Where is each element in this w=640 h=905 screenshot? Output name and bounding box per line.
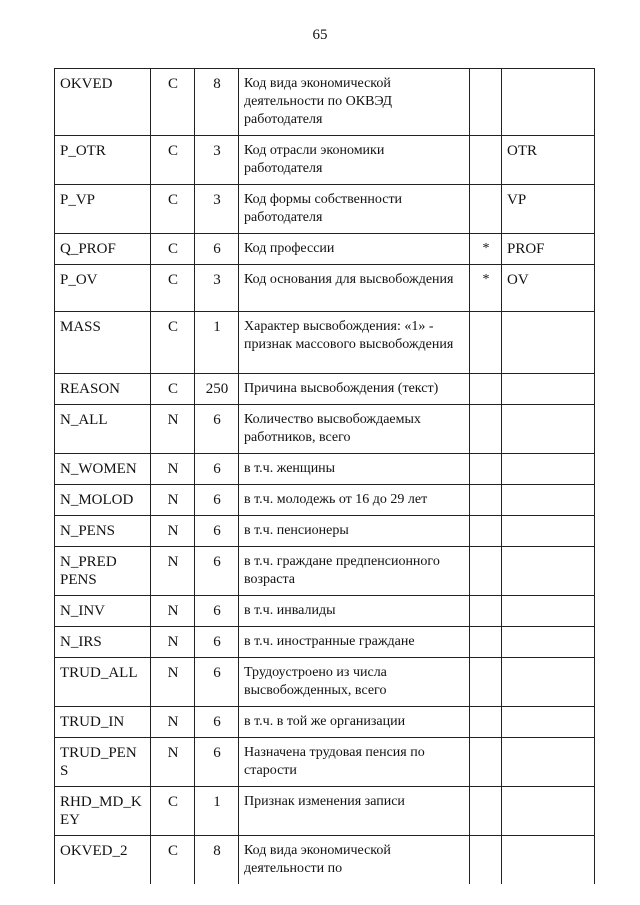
field-type-cell: C [151, 265, 195, 312]
field-length-cell: 3 [195, 136, 239, 185]
field-name-cell: TRUD_PEN S [55, 738, 151, 787]
field-required-cell [470, 454, 502, 485]
field-description-cell: Характер высвобождения: «1» - признак массового высвобождения [239, 312, 470, 374]
field-required-cell [470, 738, 502, 787]
field-description-cell: Код вида экономической деятельности по [239, 836, 470, 885]
table-row [55, 707, 595, 738]
field-reference-cell [502, 547, 595, 596]
field-description-cell: в т.ч. молодежь от 16 до 29 лет [239, 485, 470, 516]
field-type-cell: N [151, 738, 195, 787]
field-type-cell: N [151, 707, 195, 738]
field-description-cell: Трудоустроено из числа высвобожденных, всего [239, 658, 470, 707]
field-length-cell: 1 [195, 787, 239, 836]
table-row [55, 596, 595, 627]
field-description-cell: в т.ч. женщины [239, 454, 470, 485]
field-required-cell [470, 627, 502, 658]
field-required-cell [470, 836, 502, 885]
field-type-cell: C [151, 787, 195, 836]
field-required-cell: * [470, 234, 502, 265]
field-length-cell: 1 [195, 312, 239, 374]
field-description-cell: Причина высвобождения (текст) [239, 374, 470, 405]
field-length-cell: 6 [195, 454, 239, 485]
field-table [54, 68, 595, 884]
field-description-cell: в т.ч. пенсионеры [239, 516, 470, 547]
field-type-cell: N [151, 547, 195, 596]
field-description-cell: в т.ч. инвалиды [239, 596, 470, 627]
field-name-cell: OKVED [55, 69, 151, 136]
field-required-cell [470, 374, 502, 405]
field-name-cell: P_OTR [55, 136, 151, 185]
field-name-cell: TRUD_ALL [55, 658, 151, 707]
field-length-cell: 6 [195, 516, 239, 547]
field-reference-cell [502, 516, 595, 547]
field-length-cell: 6 [195, 234, 239, 265]
field-reference-cell: PROF [502, 234, 595, 265]
field-type-cell: C [151, 69, 195, 136]
field-type-cell: C [151, 136, 195, 185]
field-description-cell: Код формы собственности работодателя [239, 185, 470, 234]
field-reference-cell [502, 658, 595, 707]
field-length-cell: 6 [195, 405, 239, 454]
field-required-cell [470, 707, 502, 738]
table-row [55, 405, 595, 454]
field-name-cell: REASON [55, 374, 151, 405]
field-required-cell [470, 516, 502, 547]
table-row [55, 69, 595, 136]
field-reference-cell [502, 312, 595, 374]
field-reference-cell [502, 627, 595, 658]
field-reference-cell [502, 374, 595, 405]
field-reference-cell [502, 836, 595, 885]
field-reference-cell [502, 485, 595, 516]
field-length-cell: 6 [195, 658, 239, 707]
field-required-cell [470, 547, 502, 596]
field-required-cell [470, 312, 502, 374]
table-row [55, 265, 595, 312]
field-required-cell [470, 136, 502, 185]
field-type-cell: N [151, 405, 195, 454]
field-reference-cell [502, 596, 595, 627]
field-description-cell: Код вида экономической деятельности по ОКВЭД работодателя [239, 69, 470, 136]
table-row [55, 627, 595, 658]
field-reference-cell [502, 738, 595, 787]
field-name-cell: P_OV [55, 265, 151, 312]
field-reference-cell: VP [502, 185, 595, 234]
field-required-cell [470, 185, 502, 234]
field-length-cell: 6 [195, 707, 239, 738]
table-row [55, 454, 595, 485]
field-type-cell: N [151, 485, 195, 516]
field-length-cell: 3 [195, 265, 239, 312]
field-type-cell: N [151, 516, 195, 547]
field-type-cell: N [151, 658, 195, 707]
field-name-cell: N_PENS [55, 516, 151, 547]
field-description-cell: Код основания для высвобождения [239, 265, 470, 312]
field-required-cell [470, 485, 502, 516]
field-length-cell: 250 [195, 374, 239, 405]
field-length-cell: 6 [195, 738, 239, 787]
table-row [55, 658, 595, 707]
field-description-cell: в т.ч. граждане предпенсионного возраста [239, 547, 470, 596]
field-reference-cell [502, 787, 595, 836]
field-type-cell: C [151, 312, 195, 374]
field-reference-cell [502, 69, 595, 136]
field-type-cell: C [151, 374, 195, 405]
table-row [55, 136, 595, 185]
field-description-cell: Количество высвобождаемых работников, всего [239, 405, 470, 454]
field-name-cell: MASS [55, 312, 151, 374]
field-name-cell: N_INV [55, 596, 151, 627]
field-reference-cell: OV [502, 265, 595, 312]
field-description-cell: Код профессии [239, 234, 470, 265]
field-name-cell: N_IRS [55, 627, 151, 658]
field-name-cell: N_PRED PENS [55, 547, 151, 596]
field-description-cell: Код отрасли экономики работодателя [239, 136, 470, 185]
table-row [55, 312, 595, 374]
table-row [55, 485, 595, 516]
field-reference-cell [502, 454, 595, 485]
table-row [55, 234, 595, 265]
field-required-cell [470, 405, 502, 454]
field-description-cell: в т.ч. иностранные граждане [239, 627, 470, 658]
field-length-cell: 6 [195, 627, 239, 658]
field-description-cell: в т.ч. в той же организации [239, 707, 470, 738]
field-name-cell: N_ALL [55, 405, 151, 454]
field-length-cell: 6 [195, 485, 239, 516]
table-row [55, 516, 595, 547]
field-length-cell: 6 [195, 596, 239, 627]
field-length-cell: 8 [195, 836, 239, 885]
field-reference-cell [502, 707, 595, 738]
page-number: 65 [312, 27, 328, 43]
table-row [55, 738, 595, 787]
field-required-cell [470, 596, 502, 627]
field-description-cell: Назначена трудовая пенсия по старости [239, 738, 470, 787]
field-name-cell: OKVED_2 [55, 836, 151, 885]
field-length-cell: 6 [195, 547, 239, 596]
field-table-body [55, 69, 595, 885]
table-row [55, 547, 595, 596]
table-row [55, 185, 595, 234]
field-name-cell: N_MOLOD [55, 485, 151, 516]
field-reference-cell [502, 405, 595, 454]
table-row [55, 374, 595, 405]
table-row [55, 836, 595, 885]
field-length-cell: 8 [195, 69, 239, 136]
field-type-cell: N [151, 454, 195, 485]
field-required-cell [470, 69, 502, 136]
field-type-cell: N [151, 596, 195, 627]
field-name-cell: P_VP [55, 185, 151, 234]
field-type-cell: C [151, 836, 195, 885]
field-name-cell: N_WOMEN [55, 454, 151, 485]
field-type-cell: C [151, 234, 195, 265]
field-required-cell: * [470, 265, 502, 312]
field-name-cell: RHD_MD_K EY [55, 787, 151, 836]
field-name-cell: TRUD_IN [55, 707, 151, 738]
table-row [55, 787, 595, 836]
field-reference-cell: OTR [502, 136, 595, 185]
field-name-cell: Q_PROF [55, 234, 151, 265]
field-required-cell [470, 787, 502, 836]
field-description-cell: Признак изменения записи [239, 787, 470, 836]
field-required-cell [470, 658, 502, 707]
field-type-cell: N [151, 627, 195, 658]
field-length-cell: 3 [195, 185, 239, 234]
field-type-cell: C [151, 185, 195, 234]
